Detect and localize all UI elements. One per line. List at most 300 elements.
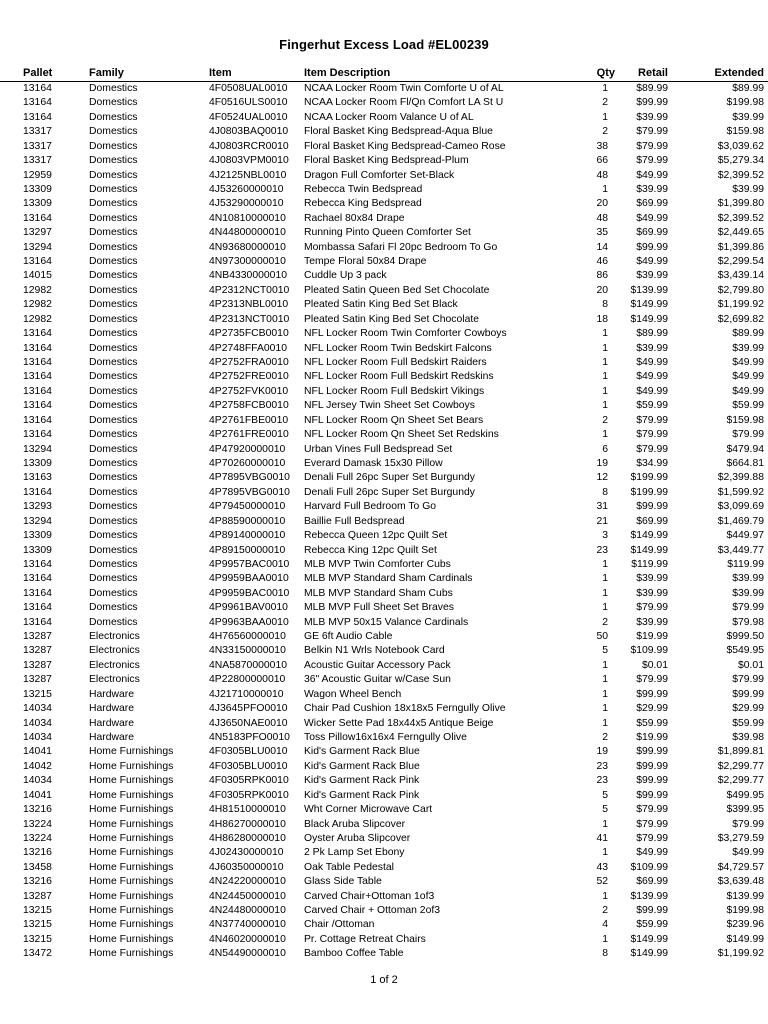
cell-description: Wht Corner Microwave Cart (304, 804, 433, 816)
table-row (0, 616, 768, 630)
cell-retail: $29.99 (636, 703, 668, 715)
cell-family: Domestics (89, 486, 138, 498)
cell-item: 4P88590000010 (209, 515, 286, 527)
cell-pallet: 13458 (23, 861, 52, 873)
cell-qty: 1 (602, 659, 608, 671)
cell-retail: $19.99 (636, 731, 668, 743)
table-row (0, 327, 768, 341)
cell-retail: $149.99 (630, 948, 668, 960)
cell-item: 4N93680000010 (209, 241, 286, 253)
cell-retail: $69.99 (636, 227, 668, 239)
cell-retail: $99.99 (636, 760, 668, 772)
cell-family: Domestics (89, 457, 138, 469)
cell-qty: 50 (596, 631, 608, 643)
cell-description: MLB MVP Full Sheet Set Braves (304, 602, 454, 614)
table-row (0, 587, 768, 601)
cell-retail: $79.99 (636, 126, 668, 138)
cell-retail: $99.99 (636, 905, 668, 917)
cell-qty: 8 (602, 299, 608, 311)
cell-description: Dragon Full Comforter Set-Black (304, 169, 455, 181)
cell-family: Domestics (89, 183, 138, 195)
cell-extended: $2,299.77 (717, 760, 764, 772)
cell-qty: 2 (602, 414, 608, 426)
table-row (0, 399, 768, 413)
cell-description: Rebecca King Bedspread (304, 198, 422, 210)
cell-qty: 23 (596, 760, 608, 772)
cell-description: GE 6ft Audio Cable (304, 631, 393, 643)
cell-qty: 2 (602, 731, 608, 743)
cell-extended: $1,199.92 (717, 948, 764, 960)
cell-qty: 2 (602, 126, 608, 138)
table-row (0, 342, 768, 356)
cell-retail: $89.99 (636, 83, 668, 94)
cell-qty: 1 (602, 890, 608, 902)
cell-family: Electronics (89, 631, 140, 643)
cell-retail: $69.99 (636, 515, 668, 527)
cell-family: Domestics (89, 284, 138, 296)
cell-retail: $39.99 (636, 587, 668, 599)
cell-qty: 48 (596, 169, 608, 181)
table-row (0, 861, 768, 875)
table-row (0, 500, 768, 514)
header-family: Family (89, 67, 124, 79)
cell-qty: 1 (602, 558, 608, 570)
cell-retail: $79.99 (636, 602, 668, 614)
cell-item: 4H81510000010 (209, 804, 286, 816)
cell-description: Rebecca Twin Bedspread (304, 183, 423, 195)
cell-retail: $149.99 (630, 544, 668, 556)
cell-extended: $2,299.54 (717, 256, 764, 268)
table-row (0, 818, 768, 832)
cell-item: 4P22800000010 (209, 674, 286, 686)
cell-extended: $149.99 (726, 933, 764, 945)
cell-retail: $49.99 (636, 357, 668, 369)
cell-qty: 1 (602, 818, 608, 830)
cell-qty: 1 (602, 111, 608, 123)
cell-retail: $99.99 (636, 746, 668, 758)
cell-family: Domestics (89, 414, 138, 426)
table-row (0, 96, 768, 110)
cell-retail: $99.99 (636, 775, 668, 787)
cell-extended: $79.98 (732, 616, 764, 628)
cell-item: 4H76560000010 (209, 631, 286, 643)
cell-pallet: 14041 (23, 789, 52, 801)
cell-extended: $2,449.65 (717, 227, 764, 239)
cell-retail: $149.99 (630, 299, 668, 311)
cell-qty: 1 (602, 717, 608, 729)
table-row (0, 544, 768, 558)
cell-extended: $3,439.14 (717, 270, 764, 282)
cell-description: Wicker Sette Pad 18x44x5 Antique Beige (304, 717, 494, 729)
cell-pallet: 13224 (23, 832, 52, 844)
table-row (0, 947, 768, 961)
cell-item: 4P2313NBL0010 (209, 299, 289, 311)
cell-pallet: 13164 (23, 97, 52, 109)
cell-family: Hardware (89, 731, 135, 743)
cell-item: 4J3645PFO0010 (209, 703, 288, 715)
cell-description: NFL Jersey Twin Sheet Set Cowboys (304, 400, 475, 412)
cell-pallet: 13164 (23, 385, 52, 397)
cell-item: 4F0508UAL0010 (209, 83, 288, 94)
cell-item: 4P7895VBG0010 (209, 472, 290, 484)
cell-item: 4N24480000010 (209, 905, 286, 917)
cell-qty: 12 (596, 472, 608, 484)
cell-qty: 1 (602, 703, 608, 715)
cell-family: Home Furnishings (89, 832, 174, 844)
cell-item: 4J0803RCR0010 (209, 140, 289, 152)
cell-retail: $79.99 (636, 804, 668, 816)
cell-description: Rachael 80x84 Drape (304, 212, 405, 224)
cell-description: NCAA Locker Room Fl/Qn Comfort LA St U (304, 97, 504, 109)
page-number: 1 of 2 (370, 974, 398, 986)
cell-pallet: 14042 (23, 760, 52, 772)
cell-retail: $49.99 (636, 847, 668, 859)
cell-extended: $49.99 (732, 357, 764, 369)
cell-description: Mombassa Safari Fl 20pc Bedroom To Go (304, 241, 498, 253)
cell-family: Home Furnishings (89, 905, 174, 917)
table-row (0, 471, 768, 485)
cell-item: 4P70260000010 (209, 457, 286, 469)
table-row (0, 241, 768, 255)
cell-description: Kid's Garment Rack Blue (304, 746, 420, 758)
cell-retail: $39.99 (636, 573, 668, 585)
cell-family: Home Furnishings (89, 919, 174, 931)
cell-extended: $59.99 (732, 717, 764, 729)
cell-item: 4P2761FRE0010 (209, 429, 289, 441)
cell-retail: $79.99 (636, 429, 668, 441)
cell-extended: $79.99 (732, 818, 764, 830)
cell-description: Wagon Wheel Bench (304, 688, 402, 700)
cell-pallet: 13164 (23, 342, 52, 354)
cell-family: Home Furnishings (89, 890, 174, 902)
cell-family: Domestics (89, 530, 138, 542)
cell-family: Domestics (89, 155, 138, 167)
cell-description: MLB MVP Standard Sham Cardinals (304, 573, 473, 585)
cell-family: Domestics (89, 241, 138, 253)
cell-retail: $79.99 (636, 818, 668, 830)
cell-family: Domestics (89, 573, 138, 585)
cell-family: Domestics (89, 256, 138, 268)
cell-pallet: 13164 (23, 414, 52, 426)
cell-family: Domestics (89, 111, 138, 123)
cell-qty: 1 (602, 688, 608, 700)
table-row (0, 370, 768, 384)
cell-family: Domestics (89, 371, 138, 383)
cell-retail: $34.99 (636, 457, 668, 469)
cell-pallet: 13309 (23, 183, 52, 195)
cell-extended: $79.99 (732, 602, 764, 614)
cell-retail: $19.99 (636, 631, 668, 643)
table-row (0, 659, 768, 673)
cell-extended: $29.99 (732, 703, 764, 715)
cell-description: Floral Basket King Bedspread-Aqua Blue (304, 126, 493, 138)
cell-item: 4P2758FCB0010 (209, 400, 289, 412)
cell-family: Home Furnishings (89, 775, 174, 787)
cell-description: Denali Full 26pc Super Set Burgundy (304, 486, 475, 498)
cell-item: 4F0305RPK0010 (209, 775, 289, 787)
cell-qty: 4 (602, 919, 608, 931)
cell-item: 4P2752FRA0010 (209, 357, 289, 369)
cell-pallet: 12982 (23, 284, 52, 296)
cell-retail: $39.99 (636, 270, 668, 282)
cell-item: 4P89140000010 (209, 530, 286, 542)
cell-item: 4N24220000010 (209, 876, 286, 888)
table-row (0, 572, 768, 586)
cell-retail: $149.99 (630, 933, 668, 945)
cell-description: Chair Pad Cushion 18x18x5 Ferngully Olive (304, 703, 506, 715)
cell-description: Pr. Cottage Retreat Chairs (304, 933, 426, 945)
cell-item: 4N33150000010 (209, 645, 286, 657)
cell-retail: $89.99 (636, 328, 668, 340)
cell-retail: $149.99 (630, 530, 668, 542)
cell-family: Domestics (89, 227, 138, 239)
table-header (0, 67, 768, 81)
cell-family: Domestics (89, 472, 138, 484)
cell-item: 4N97300000010 (209, 256, 286, 268)
cell-qty: 19 (596, 746, 608, 758)
cell-qty: 6 (602, 443, 608, 455)
cell-pallet: 14041 (23, 746, 52, 758)
cell-pallet: 13164 (23, 83, 52, 94)
table-row (0, 760, 768, 774)
cell-description: NCAA Locker Room Twin Comforte U of AL (304, 83, 504, 94)
cell-pallet: 13287 (23, 645, 52, 657)
cell-extended: $49.99 (732, 847, 764, 859)
cell-description: Tempe Floral 50x84 Drape (304, 256, 427, 268)
cell-extended: $1,469.79 (717, 515, 764, 527)
cell-extended: $89.99 (732, 83, 764, 94)
cell-extended: $2,399.88 (717, 472, 764, 484)
cell-item: 4F0524UAL0010 (209, 111, 288, 123)
table-row (0, 673, 768, 687)
cell-retail: $99.99 (636, 789, 668, 801)
cell-family: Hardware (89, 703, 135, 715)
cell-retail: $149.99 (630, 313, 668, 325)
cell-qty: 8 (602, 948, 608, 960)
cell-extended: $1,399.86 (717, 241, 764, 253)
cell-pallet: 13164 (23, 429, 52, 441)
cell-family: Hardware (89, 688, 135, 700)
table-row (0, 918, 768, 932)
cell-family: Home Furnishings (89, 804, 174, 816)
cell-description: NFL Locker Room Qn Sheet Set Redskins (304, 429, 499, 441)
cell-pallet: 13317 (23, 126, 52, 138)
cell-qty: 5 (602, 789, 608, 801)
cell-qty: 5 (602, 645, 608, 657)
cell-description: Everard Damask 15x30 Pillow (304, 457, 443, 469)
cell-retail: $39.99 (636, 111, 668, 123)
cell-pallet: 13164 (23, 573, 52, 585)
cell-qty: 1 (602, 674, 608, 686)
cell-pallet: 13309 (23, 544, 52, 556)
cell-item: 4NA5870000010 (209, 659, 288, 671)
cell-qty: 20 (596, 198, 608, 210)
cell-retail: $199.99 (630, 486, 668, 498)
cell-retail: $139.99 (630, 284, 668, 296)
cell-extended: $3,039.62 (717, 140, 764, 152)
cell-extended: $89.99 (732, 328, 764, 340)
cell-extended: $3,449.77 (717, 544, 764, 556)
cell-item: 4J53290000010 (209, 198, 284, 210)
cell-description: NCAA Locker Room Valance U of AL (304, 111, 474, 123)
cell-extended: $199.98 (726, 905, 764, 917)
cell-extended: $0.01 (737, 659, 764, 671)
cell-family: Home Furnishings (89, 746, 174, 758)
cell-item: 4P2761FBE0010 (209, 414, 289, 426)
cell-item: 4N37740000010 (209, 919, 286, 931)
cell-description: MLB MVP Standard Sham Cubs (304, 587, 453, 599)
cell-family: Domestics (89, 385, 138, 397)
cell-description: NFL Locker Room Full Bedskirt Vikings (304, 385, 485, 397)
cell-retail: $139.99 (630, 890, 668, 902)
cell-extended: $449.97 (726, 530, 764, 542)
cell-qty: 1 (602, 602, 608, 614)
cell-family: Domestics (89, 515, 138, 527)
cell-description: Toss Pillow16x16x4 Ferngully Olive (304, 731, 467, 743)
cell-qty: 2 (602, 905, 608, 917)
table-row (0, 875, 768, 889)
cell-family: Home Furnishings (89, 760, 174, 772)
cell-item: 4P9963BAA0010 (209, 616, 289, 628)
cell-qty: 66 (596, 155, 608, 167)
cell-description: Oyster Aruba Slipcover (304, 832, 411, 844)
cell-item: 4F0305BLU0010 (209, 746, 288, 758)
cell-description: Pleated Satin Queen Bed Set Chocolate (304, 284, 490, 296)
table-row (0, 284, 768, 298)
cell-qty: 3 (602, 530, 608, 542)
table-row (0, 515, 768, 529)
cell-qty: 48 (596, 212, 608, 224)
cell-family: Domestics (89, 443, 138, 455)
cell-qty: 1 (602, 83, 608, 94)
cell-description: Floral Basket King Bedspread-Plum (304, 155, 469, 167)
cell-qty: 52 (596, 876, 608, 888)
cell-pallet: 14034 (23, 703, 52, 715)
cell-pallet: 13216 (23, 876, 52, 888)
cell-qty: 41 (596, 832, 608, 844)
cell-qty: 38 (596, 140, 608, 152)
cell-item: 4J02430000010 (209, 847, 284, 859)
cell-extended: $2,699.82 (717, 313, 764, 325)
cell-description: 36" Acoustic Guitar w/Case Sun (304, 674, 451, 686)
cell-description: Rebecca King 12pc Quilt Set (304, 544, 437, 556)
cell-extended: $2,799.80 (717, 284, 764, 296)
cell-item: 4P9959BAC0010 (209, 587, 290, 599)
cell-item: 4P89150000010 (209, 544, 286, 556)
cell-family: Domestics (89, 313, 138, 325)
cell-retail: $99.99 (636, 688, 668, 700)
table-row (0, 803, 768, 817)
cell-pallet: 13164 (23, 256, 52, 268)
cell-description: Kid's Garment Rack Pink (304, 789, 420, 801)
cell-description: Pleated Satin King Bed Set Chocolate (304, 313, 480, 325)
cell-pallet: 13224 (23, 818, 52, 830)
cell-retail: $79.99 (636, 414, 668, 426)
cell-description: Belkin N1 Wrls Notebook Card (304, 645, 445, 657)
cell-extended: $5,279.34 (717, 155, 764, 167)
cell-pallet: 13215 (23, 933, 52, 945)
cell-description: Carved Chair+Ottoman 1of3 (304, 890, 435, 902)
cell-family: Domestics (89, 544, 138, 556)
cell-pallet: 13309 (23, 530, 52, 542)
cell-pallet: 13287 (23, 659, 52, 671)
cell-qty: 5 (602, 804, 608, 816)
cell-family: Home Furnishings (89, 789, 174, 801)
cell-pallet: 13216 (23, 847, 52, 859)
cell-extended: $159.98 (726, 126, 764, 138)
cell-item: 4J53260000010 (209, 183, 284, 195)
cell-pallet: 12959 (23, 169, 52, 181)
cell-item: 4P2752FVK0010 (209, 385, 289, 397)
cell-description: Cuddle Up 3 pack (304, 270, 387, 282)
cell-retail: $39.99 (636, 342, 668, 354)
cell-pallet: 13215 (23, 688, 52, 700)
cell-item: 4N46020000010 (209, 933, 286, 945)
table-row (0, 197, 768, 211)
table-row (0, 731, 768, 745)
cell-item: 4F0516ULS0010 (209, 97, 288, 109)
cell-qty: 23 (596, 775, 608, 787)
table-row (0, 904, 768, 918)
table-row (0, 226, 768, 240)
cell-item: 4P9961BAV0010 (209, 602, 288, 614)
cell-retail: $109.99 (630, 861, 668, 873)
cell-description: 2 Pk Lamp Set Ebony (304, 847, 405, 859)
cell-retail: $0.01 (641, 659, 668, 671)
table-row (0, 298, 768, 312)
table-row (0, 630, 768, 644)
cell-pallet: 13164 (23, 371, 52, 383)
cell-family: Domestics (89, 357, 138, 369)
table-row (0, 356, 768, 370)
cell-family: Domestics (89, 270, 138, 282)
cell-extended: $499.95 (726, 789, 764, 801)
cell-retail: $79.99 (636, 443, 668, 455)
cell-description: Pleated Satin King Bed Set Black (304, 299, 458, 311)
cell-extended: $79.99 (732, 674, 764, 686)
table-row (0, 154, 768, 168)
cell-retail: $39.99 (636, 183, 668, 195)
cell-item: 4P2312NCT0010 (209, 284, 290, 296)
cell-extended: $59.99 (732, 400, 764, 412)
cell-family: Domestics (89, 97, 138, 109)
cell-qty: 1 (602, 933, 608, 945)
table-row (0, 457, 768, 471)
cell-retail: $79.99 (636, 832, 668, 844)
cell-item: 4P9957BAC0010 (209, 558, 290, 570)
cell-item: 4N5183PFO0010 (209, 731, 290, 743)
cell-extended: $39.99 (732, 587, 764, 599)
table-row (0, 832, 768, 846)
cell-pallet: 13297 (23, 227, 52, 239)
cell-extended: $1,199.92 (717, 299, 764, 311)
table-row (0, 774, 768, 788)
cell-description: Harvard Full Bedroom To Go (304, 501, 437, 513)
cell-family: Home Furnishings (89, 876, 174, 888)
table-row (0, 428, 768, 442)
table-row (0, 183, 768, 197)
cell-extended: $119.99 (727, 558, 764, 570)
table-row (0, 601, 768, 615)
header-description: Item Description (304, 67, 391, 79)
cell-extended: $49.99 (732, 371, 764, 383)
table-row (0, 414, 768, 428)
cell-pallet: 13216 (23, 804, 52, 816)
cell-item: 4N54490000010 (209, 948, 286, 960)
cell-item: 4H86270000010 (209, 818, 286, 830)
cell-extended: $39.99 (732, 342, 764, 354)
table-row (0, 82, 768, 96)
